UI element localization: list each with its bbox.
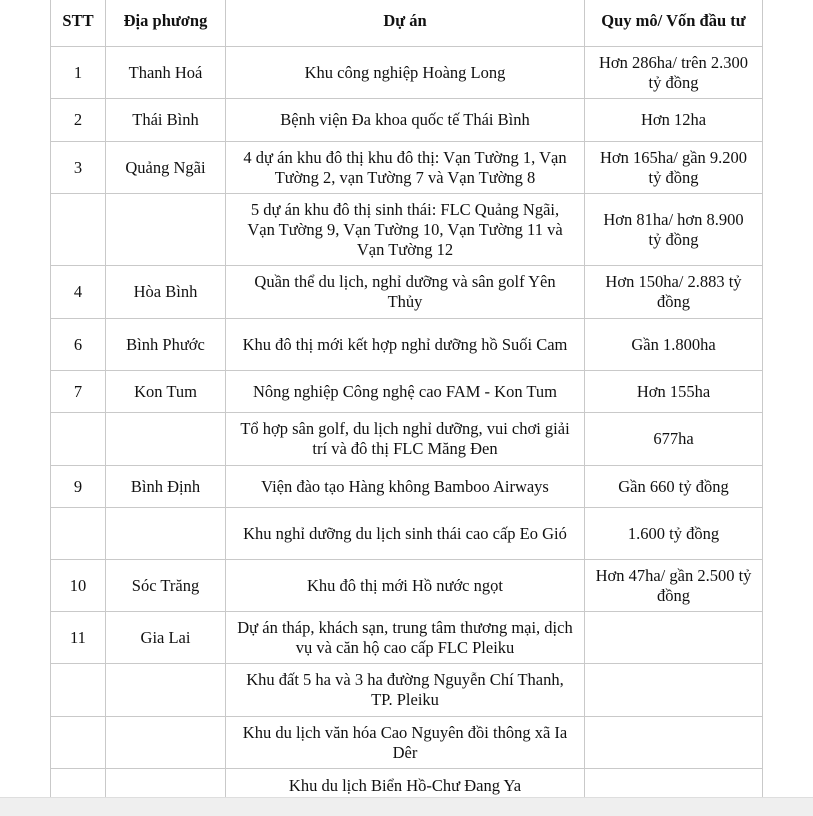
table-row	[51, 560, 763, 612]
cell-stt	[51, 194, 106, 266]
cell-project: Dự án tháp, khách sạn, trung tâm thương mại, dịch vụ và căn hộ cao cấp FLC Pleiku	[226, 612, 585, 664]
cell-project: Tổ hợp sân golf, du lịch nghỉ dưỡng, vui chơi giải trí và đô thị FLC Măng Đen	[226, 413, 585, 466]
cell-scale: Hơn 150ha/ 2.883 tỷ đồng	[585, 266, 763, 319]
table-row	[51, 717, 763, 769]
cell-scale: Hơn 47ha/ gần 2.500 tỷ đồng	[585, 560, 763, 612]
cell-stt: 10	[51, 560, 106, 612]
cell-project: Khu đô thị mới kết hợp nghỉ dưỡng hồ Suối Cam	[226, 319, 585, 371]
cell-stt: 2	[51, 99, 106, 142]
cell-scale: Hơn 286ha/ trên 2.300 tỷ đồng	[585, 47, 763, 99]
cell-project: Khu đất 5 ha và 3 ha đường Nguyễn Chí Thanh, TP. Pleiku	[226, 664, 585, 717]
cell-locality	[106, 664, 226, 717]
table-row	[51, 47, 763, 99]
header-stt: STT	[51, 0, 106, 47]
cell-stt: 11	[51, 612, 106, 664]
cell-locality	[106, 194, 226, 266]
cell-stt	[51, 508, 106, 560]
cell-project: Khu du lịch văn hóa Cao Nguyên đồi thông xã Ia Dêr	[226, 717, 585, 769]
bottom-bar	[0, 797, 813, 816]
cell-stt	[51, 413, 106, 466]
cell-locality: Hòa Bình	[106, 266, 226, 319]
table-row	[51, 142, 763, 194]
cell-scale: Hơn 165ha/ gần 9.200 tỷ đồng	[585, 142, 763, 194]
cell-scale	[585, 612, 763, 664]
cell-project: Nông nghiệp Công nghệ cao FAM - Kon Tum	[226, 371, 585, 413]
cell-stt	[51, 769, 106, 798]
cell-scale: 677ha	[585, 413, 763, 466]
cell-scale: Hơn 81ha/ hơn 8.900 tỷ đồng	[585, 194, 763, 266]
cell-stt: 3	[51, 142, 106, 194]
table-row	[51, 466, 763, 508]
cell-scale: Hơn 12ha	[585, 99, 763, 142]
table-row	[51, 769, 763, 798]
cell-stt	[51, 717, 106, 769]
cell-project: Khu nghỉ dưỡng du lịch sinh thái cao cấp Eo Gió	[226, 508, 585, 560]
cell-project: Khu du lịch Biển Hồ-Chư Đang Ya	[226, 769, 585, 798]
table-row	[51, 612, 763, 664]
cell-stt: 9	[51, 466, 106, 508]
cell-locality: Quảng Ngãi	[106, 142, 226, 194]
table-row	[51, 266, 763, 319]
cell-project: Viện đào tạo Hàng không Bamboo Airways	[226, 466, 585, 508]
cell-project: Khu công nghiệp Hoàng Long	[226, 47, 585, 99]
table-row	[51, 194, 763, 266]
cell-project: Khu đô thị mới Hồ nước ngọt	[226, 560, 585, 612]
header-project: Dự án	[226, 0, 585, 47]
cell-project: 4 dự án khu đô thị khu đô thị: Vạn Tường 1, Vạn Tường 2, vạn Tường 7 và Vạn Tường 8	[226, 142, 585, 194]
cell-stt	[51, 664, 106, 717]
table-row	[51, 371, 763, 413]
cell-locality	[106, 717, 226, 769]
cell-scale	[585, 769, 763, 798]
table-row	[51, 508, 763, 560]
table-row	[51, 99, 763, 142]
cell-locality: Bình Định	[106, 466, 226, 508]
cell-project: Quần thể du lịch, nghỉ dưỡng và sân golf Yên Thủy	[226, 266, 585, 319]
cell-scale: Gần 1.800ha	[585, 319, 763, 371]
table-row	[51, 664, 763, 717]
table-row	[51, 319, 763, 371]
cell-locality: Thanh Hoá	[106, 47, 226, 99]
cell-scale	[585, 664, 763, 717]
cell-project: 5 dự án khu đô thị sinh thái: FLC Quảng Ngãi, Vạn Tường 9, Vạn Tường 10, Vạn Tường 11 và Vạn Tường 12	[226, 194, 585, 266]
cell-scale	[585, 717, 763, 769]
cell-scale: Gần 660 tỷ đồng	[585, 466, 763, 508]
table-header-row	[51, 0, 763, 47]
header-scale: Quy mô/ Vốn đầu tư	[585, 0, 763, 47]
cell-locality: Thái Bình	[106, 99, 226, 142]
cell-locality: Bình Phước	[106, 319, 226, 371]
cell-stt: 4	[51, 266, 106, 319]
cell-locality: Kon Tum	[106, 371, 226, 413]
table-row	[51, 413, 763, 466]
cell-locality: Sóc Trăng	[106, 560, 226, 612]
cell-locality: Gia Lai	[106, 612, 226, 664]
cell-locality	[106, 508, 226, 560]
cell-project: Bệnh viện Đa khoa quốc tế Thái Bình	[226, 99, 585, 142]
cell-scale: Hơn 155ha	[585, 371, 763, 413]
cell-locality	[106, 769, 226, 798]
projects-table	[50, 0, 763, 797]
cell-scale: 1.600 tỷ đồng	[585, 508, 763, 560]
header-locality: Địa phương	[106, 0, 226, 47]
cell-stt: 7	[51, 371, 106, 413]
cell-stt: 1	[51, 47, 106, 99]
cell-locality	[106, 413, 226, 466]
cell-stt: 6	[51, 319, 106, 371]
